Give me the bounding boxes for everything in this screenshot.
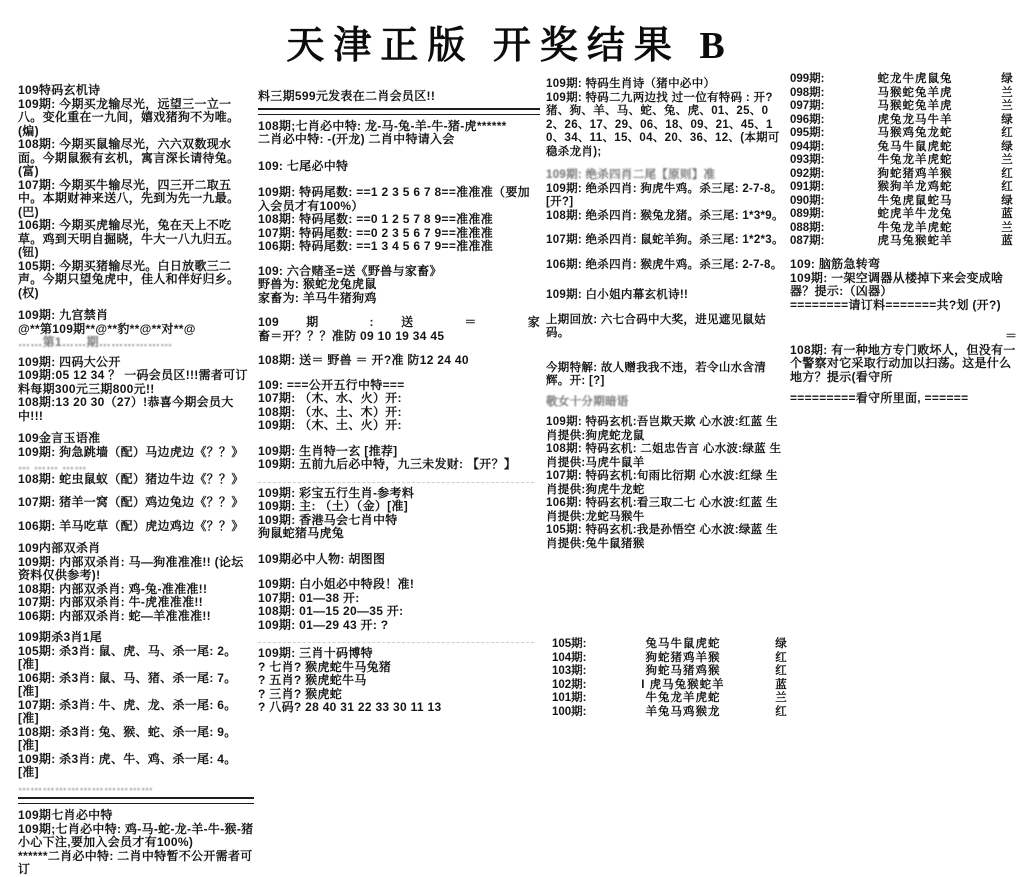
text-line: 109 期 : 送 ＝ 家 <box>258 315 540 329</box>
text-line: 107期: 绝杀四肖: 鼠蛇羊狗。杀三尾: 1*2*3。 <box>546 234 784 246</box>
text-line: 106期: 绝杀四肖: 猴虎牛鸡。杀三尾: 2-7-8。 <box>546 258 783 271</box>
wave-color-cell: 绿 <box>1001 113 1013 126</box>
text-line: 107期: （木、水、火）开: <box>258 391 402 405</box>
period-cell: 094期: <box>790 140 825 153</box>
zodiac-list-cell: 羊兔马鸡猴龙 <box>645 705 721 718</box>
double-rule-divider <box>18 797 254 804</box>
column-right-riddles <box>790 258 1020 406</box>
period-cell: 105期: <box>552 638 587 650</box>
wave-color-cell: 红 <box>775 651 787 664</box>
zodiac-list-cell: I 虎马兔猴蛇羊 <box>641 678 725 691</box>
text-line: 109期: 彩宝五行生肖-参考料 <box>258 485 415 500</box>
zodiac-list-cell: 虎马兔猴蛇羊 <box>877 235 953 247</box>
text-line: 105期: 特码玄机:我是孙悟空 心水波:绿蓝 生肖提供:兔牛鼠猪猴 <box>546 524 778 550</box>
history-row <box>790 127 1020 141</box>
spacer <box>258 433 540 445</box>
zodiac-list-cell: 马猴鸡兔龙蛇 <box>877 127 953 139</box>
wave-color-cell: 蓝 <box>775 678 787 691</box>
history-row <box>790 195 1020 209</box>
text-line: 108期: 01—15 20—35 开: <box>258 604 404 618</box>
history-row <box>790 222 1020 236</box>
zodiac-list-cell: 马猴蛇兔羊虎 <box>877 86 953 99</box>
text-line: 106期: 杀3肖: 鼠、马、猪、杀一尾: 7。[准] <box>18 670 237 698</box>
period-cell: 101期: <box>552 692 587 704</box>
text-line: 109期: （木、土、火）开: <box>258 418 402 432</box>
zodiac-list-cell: 狗蛇猪鸡羊猴 <box>645 651 721 664</box>
text-line: 野兽为: 猴蛇龙兔虎鼠 <box>258 277 377 291</box>
period-cell: 088期: <box>790 221 825 234</box>
text-line: 109期: 特码尾数: ==1 2 3 5 6 7 8==准准准（要加入会员才有100%） <box>258 185 530 213</box>
text-line: 107期: 猪羊一窝（配）鸡边兔边《？？》 <box>18 495 244 509</box>
spacer <box>546 159 784 169</box>
text-line: ? 三肖? 猴虎蛇 <box>258 686 343 701</box>
zodiac-list-cell: 牛兔虎鼠蛇马 <box>877 194 953 207</box>
period-cell: 100期: <box>552 705 587 718</box>
wave-color-cell: 绿 <box>1001 73 1013 85</box>
wave-color-cell: 红 <box>1001 127 1013 139</box>
text-line: 家畜为: 羊马牛猪狗鸡 <box>258 290 377 305</box>
text-line: 108期: 杀3肖: 兔、猴、蛇、杀一尾: 9。[准] <box>18 724 237 752</box>
wave-color-cell: 红 <box>775 705 787 718</box>
text-line: 107期: 内部双杀肖: 牛-虎准准准!! <box>18 595 203 609</box>
history-row <box>552 665 794 679</box>
history-row <box>790 154 1020 168</box>
spacer <box>546 341 784 362</box>
period-cell: 089期: <box>790 208 825 220</box>
period-cell: 087期: <box>790 235 825 247</box>
section-heading: 109期七肖必中特 <box>18 808 113 822</box>
zodiac-list-cell: 狗蛇猪鸡羊猴 <box>877 167 953 180</box>
text-line: 108期: 绝杀四肖: 猴兔龙猪。杀三尾: 1*3*9。 <box>546 209 784 222</box>
section-heading: 109: 脑筋急转弯 <box>790 257 881 271</box>
spacer <box>546 223 784 234</box>
zodiac-list-cell: 马猴蛇兔羊虎 <box>877 100 953 112</box>
history-row <box>552 692 794 706</box>
zodiac-list-cell: 兔马牛鼠虎蛇 <box>645 638 721 650</box>
stray-dash-mark: ＝ <box>1004 329 1016 343</box>
spacer <box>546 389 784 396</box>
spacer <box>258 541 540 553</box>
spacer <box>546 272 784 289</box>
text-line: @**第109期**@**豹**@**对**@ <box>18 321 196 336</box>
text-line: 109期: 绝杀四肖: 狗虎牛鸡。杀三尾: 2-7-8。[开?] <box>546 182 783 208</box>
history-row <box>790 208 1020 222</box>
text-line: 料三期599元发表在二肖会员区!! <box>258 89 436 103</box>
text-line: 107期: 杀3肖: 牛、虎、龙、杀一尾: 6。[准] <box>18 697 237 725</box>
text-line: 106期: 今期买虎输尽光，兔在天上不吃草。鸡到天明自掘晓，牛大一八九归五。(钮) <box>18 218 240 259</box>
text-line: 108期: 有一种地方专门败坏人，但没有一个警察对它采取行动加以扫荡。这是什么地方？提示(看守所 <box>790 342 1016 384</box>
spacer <box>546 248 784 259</box>
section-heading: 109期: 三肖十码博特 <box>258 646 373 660</box>
text-line: 107期: 特码玄机:旬雨比衍期 心水波:红绿 生肖提供:狗虎牛龙蛇 <box>546 470 778 496</box>
zodiac-list-cell: 兔马牛鼠虎蛇 <box>877 140 953 153</box>
text-line: 107期: 特码尾数: ==0 2 3 5 6 7 9==准准准 <box>258 225 494 240</box>
history-row <box>790 235 1020 249</box>
history-row <box>552 679 794 693</box>
history-row <box>790 73 1020 87</box>
text-line: 109期: 特码二九两边找 过一位有特码 : 开? <box>546 91 773 104</box>
text-line: 畜＝开？？？准防 09 10 19 34 45 <box>258 328 445 343</box>
zodiac-list-cell: 虎兔龙马牛羊 <box>877 113 953 126</box>
wave-color-cell: 绿 <box>775 638 787 650</box>
period-cell: 098期: <box>790 86 825 99</box>
zodiac-list-cell: 牛兔龙羊虎蛇 <box>877 154 953 166</box>
period-cell: 096期: <box>790 113 825 126</box>
section-heading: 109期杀3肖1尾 <box>18 630 103 644</box>
spacer <box>258 254 540 265</box>
text-line: 108期: 特码玄机: 二姐忠告言 心水波:绿蓝 生肖提供:马虎牛鼠羊 <box>546 443 782 469</box>
text-line: 109期: 一架空调器从楼掉下来会变成啥器？提示:（凶器） <box>790 270 1004 298</box>
text-line: 109期: 香港马会七肖中特 <box>258 512 398 527</box>
history-row <box>552 652 794 666</box>
column-center-left <box>258 90 540 715</box>
faint-dashed-divider <box>258 642 534 643</box>
faint-dashed-divider <box>258 482 534 483</box>
text-line: ? 八码? 28 40 31 22 33 30 11 13 <box>258 700 442 714</box>
fuzzy-line: ……第1……期……………… <box>18 335 173 349</box>
history-row <box>790 181 1020 195</box>
text-line: 108期: （水、土、木）开: <box>258 404 402 419</box>
history-row <box>552 706 794 720</box>
text-line: 108期: 蛇虫鼠蚁（配）猪边牛边《？？》 <box>18 471 244 486</box>
period-cell: 093期: <box>790 154 825 166</box>
spacer <box>258 368 540 379</box>
zodiac-list-cell: 牛兔龙羊虎蛇 <box>645 692 721 704</box>
text-line: 105期: 今期买猪输尽光。白日放歌三二声。今期只望兔虎中，佳人和伴好归乡。(权) <box>18 258 240 300</box>
period-cell: 090期: <box>790 194 825 207</box>
zodiac-list-cell: 牛兔龙羊虎蛇 <box>877 221 953 234</box>
fuzzy-line: 敬女十分期暗语 <box>546 395 629 408</box>
spacer <box>258 147 540 160</box>
history-row <box>790 141 1020 155</box>
history-row <box>790 87 1020 101</box>
wave-color-cell: 蓝 <box>1001 235 1013 247</box>
text-line: 108期: 内部双杀肖: 鸡-兔-准准准!! <box>18 581 208 596</box>
section-heading: 109金言玉语准 <box>18 431 101 445</box>
text-line: 106期: 特码玄机:看三取二七 心水波:红蓝 生肖提供:龙蛇马猴牛 <box>546 497 778 523</box>
text-line: 108期: 今期买鼠输尽光，六六双数现水面。今期鼠猴有玄机，寓言深长请待兔。(富) <box>18 137 240 178</box>
fuzzy-line: 109期: 绝杀四肖二尾【原则】准 <box>546 169 716 181</box>
period-cell: 091期: <box>790 181 825 193</box>
text-line: 106期: 内部双杀肖: 蛇—羊准准准!! <box>18 608 211 623</box>
text-line: ? 五肖? 猴虎蛇牛马 <box>258 673 367 687</box>
text-line: 109期: 今期买龙输尽光，远望三一立一八。变化重在一九间，嬉戏猪狗不为唯。(煸) <box>18 96 240 138</box>
zodiac-list-cell: 猴狗羊龙鸡蛇 <box>877 181 953 193</box>
spacer <box>258 472 540 478</box>
period-cell: 095期: <box>790 127 825 139</box>
period-cell: 092期: <box>790 167 825 180</box>
section-heading: 109期: 白小姐内幕玄机诗!! <box>546 289 689 301</box>
fuzzy-line: … …… …… <box>18 458 87 472</box>
double-rule-divider <box>258 108 540 115</box>
period-cell: 104期: <box>552 651 587 664</box>
period-cell: 102期: <box>552 678 587 691</box>
text-line: ========请订料=======共?划 (开?) <box>790 297 1001 312</box>
wave-color-cell: 红 <box>1001 167 1013 180</box>
text-line: 狗鼠蛇猪马虎兔 <box>258 526 345 540</box>
text-line: 109期: 生肖特一玄 [推荐] <box>258 443 398 458</box>
spacer <box>790 312 1020 330</box>
text-line: 109期: 内部双杀肖: 马—狗准准准!! (论坛资料仅供参考)! <box>18 554 244 582</box>
fuzzy-line: …………………………… <box>18 778 154 793</box>
text-line: 106期: 羊马吃草（配）虎边鸡边《？？》 <box>18 518 244 533</box>
history-row <box>790 168 1020 182</box>
wave-color-cell: 红 <box>1001 181 1013 193</box>
text-line: 108期: 特码尾数: ==0 1 2 5 7 8 9==准准准 <box>258 212 494 226</box>
text-line: 109期必中人物: 胡图图 <box>258 551 386 566</box>
text-line: 109期: 五前九后必中特，九三未发财: 【开？】 <box>258 457 517 471</box>
text-line: 109期: 01—29 43 开: ? <box>258 617 389 632</box>
section-heading: 109: ===公开五行中特=== <box>258 377 405 392</box>
history-row <box>552 638 794 652</box>
period-cell: 097期: <box>790 100 825 112</box>
text-line: 108期:13 20 30（27）!恭喜今期会员大中!!! <box>18 395 234 423</box>
section-heading: 109内部双杀肖 <box>18 541 101 555</box>
text-line: 今期特解: 故人赠我我不违，若令山水含清辉。开: [?] <box>546 361 767 387</box>
history-row <box>790 100 1020 114</box>
wave-color-cell: 绿 <box>1001 140 1013 153</box>
text-line: 108期;七肖必中特: 龙-马-兔-羊-牛-猪-虎****** <box>258 118 507 133</box>
zodiac-list-cell: 蛇虎羊牛龙兔 <box>877 208 953 220</box>
period-cell: 103期: <box>552 665 587 677</box>
spacer <box>546 303 784 314</box>
text-line: 109期:05 12 34 ？ 一码会员区!!!需者可订料每期300元三期800元!! <box>18 368 248 396</box>
spacer <box>546 409 784 416</box>
section-heading: 109期: 特码生肖诗（猪中必中） <box>546 78 716 90</box>
text-line: 109期: 特码玄机:吾岂欺天欺 心水波:红蓝 生肖提供:狗虎蛇龙鼠 <box>546 416 778 442</box>
page-title: 天津正版 开奖结果 B <box>286 25 734 67</box>
wave-color-cell: 绿 <box>1001 194 1013 207</box>
text-line: 109期: 杀3肖: 虎、牛、鸡、杀一尾: 4。[准] <box>18 751 237 779</box>
section-heading: 109期: 四码大公开 <box>18 354 121 369</box>
section-heading: 109: 六合赌圣=送《野兽与家畜》 <box>258 263 442 278</box>
spacer <box>18 510 254 520</box>
text-line: 109期;七肖必中特: 鸡-马-蛇-龙-羊-牛-猴-猪小心下注,要加入会员才有100%) <box>18 821 254 849</box>
text-line: 106期: 特码尾数: ==1 3 4 5 6 7 9==准准准 <box>258 239 494 253</box>
text-line: 109期: 白小姐必中特段！准! <box>258 577 415 591</box>
text-line: ******二肖必中特: 二肖中特暂不公开需者可订 <box>18 848 253 876</box>
wave-color-cell: 兰 <box>1001 100 1013 112</box>
period-cell: 099期: <box>790 73 825 85</box>
wave-color-cell: 红 <box>775 665 787 677</box>
text-line: 107期: 今期买牛输尽光，四三开二取五中。本期财神来送八，先到为先一九最。(巴) <box>18 177 240 219</box>
history-table-recent <box>552 638 794 719</box>
section-heading: 109: 七尾必中特 <box>258 158 349 173</box>
history-row <box>790 114 1020 128</box>
text-line: ? 七肖? 猴虎蛇牛马兔猪 <box>258 659 392 674</box>
text-line: 猪、狗、羊、马、蛇、兔、虎、01、25、02、26、17、29、06、18、09、21、45、10、34、11、15、04、20、36、12、(本期可稳杀龙肖); <box>546 105 780 158</box>
section-heading: 109期: 九宫禁肖 <box>18 308 109 322</box>
section-heading: 109特码玄机诗 <box>18 83 101 97</box>
wave-color-cell: 兰 <box>1001 86 1013 99</box>
text-line: 105期: 杀3肖: 鼠、虎、马、杀一尾: 2。[准] <box>18 643 237 671</box>
wave-color-cell: 兰 <box>1001 221 1013 234</box>
spacer <box>258 632 540 638</box>
history-table-older <box>790 73 1020 249</box>
text-line: 上期回放: 六七合码中大奖，进见遮见鼠姑码。 <box>546 313 767 339</box>
zodiac-list-cell: 蛇龙牛虎鼠兔 <box>877 73 953 85</box>
wave-color-cell: 兰 <box>775 692 787 704</box>
wave-color-cell: 蓝 <box>1001 208 1013 220</box>
text-line: 107期: 01—38 开: <box>258 590 360 605</box>
text-line: 二肖必中特: -(开龙) 二肖中特请入会 <box>258 132 455 146</box>
text-line: 108期: 送＝ 野兽 ＝ 开?准 防12 24 40 <box>258 353 469 367</box>
text-line: =========看守所里面, ====== <box>790 391 969 405</box>
text-line: 109期: 狗急跳墙（配）马边虎边《？？》 <box>18 444 244 459</box>
column-center-right <box>546 78 784 551</box>
text-line: 109期: 主: （土）（金）[准] <box>258 499 409 513</box>
zodiac-list-cell: 狗蛇马猪鸡猴 <box>645 665 721 677</box>
column-left <box>18 84 254 877</box>
wave-color-cell: 兰 <box>1001 154 1013 166</box>
